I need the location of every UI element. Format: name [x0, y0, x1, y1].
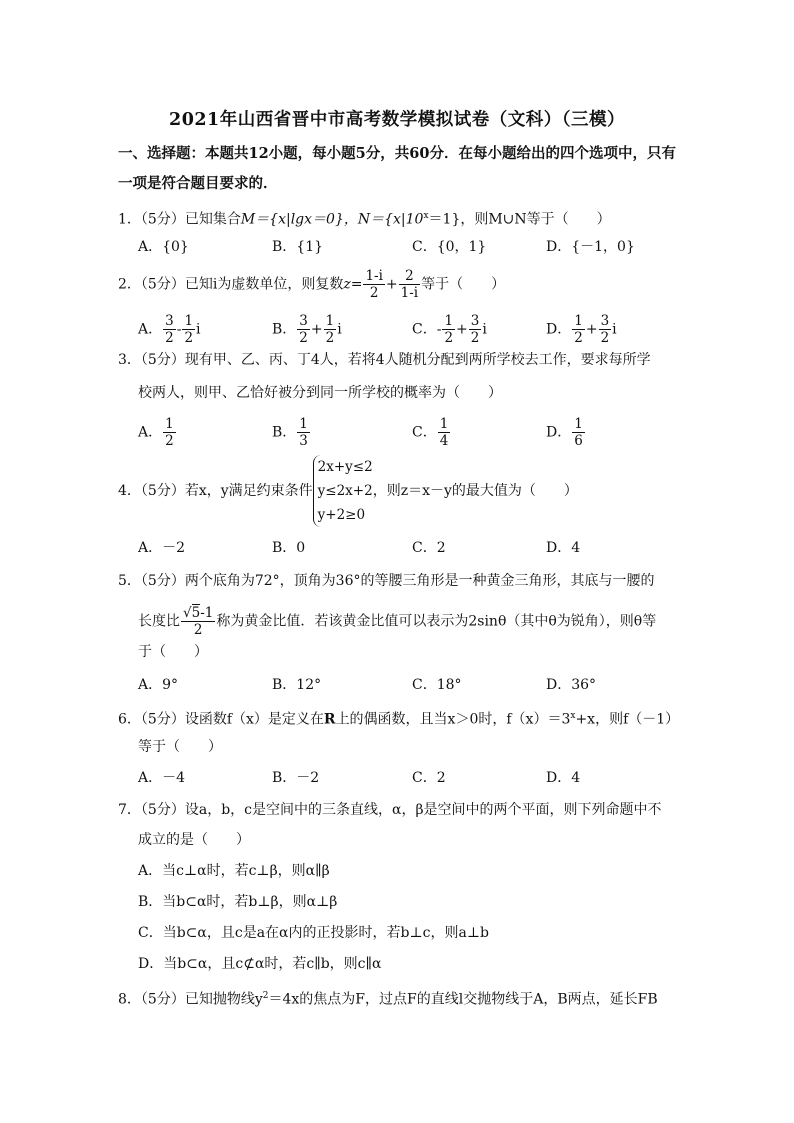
question-1-option-d: D．{－1，0}	[546, 239, 635, 255]
question-6-option-a: A．－4	[138, 770, 186, 786]
page-title: 2021年山西省晋中市高考数学模拟试卷（文科）（三模）	[169, 110, 625, 130]
question-6-exponent: x	[570, 711, 576, 721]
option-label: C．	[412, 321, 437, 338]
question-7-option-a: A．当c⊥α时，若c⊥β，则α∥β	[138, 863, 330, 879]
option-operator: +	[585, 321, 598, 338]
question-4-text-b: ，则z＝x－y的最大值为（ ）	[372, 483, 578, 499]
fraction-denominator: 2	[193, 622, 203, 638]
question-1-option-c: C．{0，1}	[412, 239, 487, 255]
option-fraction	[163, 416, 176, 449]
option-label: D．	[546, 321, 572, 338]
option-imaginary-unit: i	[337, 321, 342, 338]
option-fraction-b	[324, 313, 337, 346]
fraction-denominator: 2	[369, 285, 379, 301]
constraint-1: 2x+y≤2	[317, 459, 373, 475]
fraction-denominator: 6	[574, 433, 583, 449]
fraction-numerator: 3	[470, 313, 480, 329]
question-4-option-d: D．4	[546, 540, 581, 556]
fraction-denominator: 2	[600, 330, 610, 346]
option-label: C．	[412, 424, 437, 441]
fraction-numerator: 1	[299, 416, 308, 432]
question-5-option-d: D．36°	[546, 677, 597, 693]
option-label: D．	[546, 424, 572, 441]
question-7-stem-line-2: 成立的是（ ）	[138, 832, 250, 848]
question-2-text-a: 已知i为虚数单位，则复数	[184, 276, 344, 293]
question-7-score: （5分）	[140, 802, 185, 818]
numerator-rest: -1	[200, 605, 214, 621]
fraction-numerator: √5-1	[183, 605, 214, 621]
question-2-plus: +	[385, 276, 398, 293]
question-1-text-a: 已知集合	[184, 211, 241, 228]
question-2-z: z=	[343, 276, 363, 293]
option-label: A．	[138, 424, 163, 441]
fraction-denominator: 2	[470, 330, 480, 346]
question-2-stem	[118, 268, 505, 301]
fraction-numerator: 1	[444, 313, 454, 329]
question-1-stem	[118, 206, 611, 230]
question-6-stem-line-2: 等于（ ）	[138, 739, 222, 755]
fraction-numerator: 1	[184, 313, 194, 329]
fraction-denominator: 2	[574, 330, 583, 346]
question-5-stem-line-2	[138, 605, 656, 638]
sqrt-radicand: 5	[191, 605, 201, 621]
fraction-numerator: 3	[299, 313, 308, 329]
question-6-option-c: C．2	[412, 770, 446, 786]
question-7-option-b: B．当b⊂α时，若b⊥β，则α⊥β	[138, 894, 338, 910]
question-1-option-a: A．{0}	[138, 239, 189, 255]
question-3-number: 3．	[118, 352, 141, 368]
constraint-2: y≤2x+2	[317, 483, 373, 499]
option-fraction	[572, 416, 585, 449]
question-2-option-d	[546, 313, 617, 346]
fraction-denominator: 1-i	[400, 285, 419, 301]
question-1-text-b: ＝1}，则M∪N等于（ ）	[428, 211, 611, 228]
question-1-score: （5分）	[140, 211, 185, 228]
fraction-numerator: 3	[165, 313, 174, 329]
question-2-fraction-2	[399, 268, 420, 301]
question-4-option-b: B．0	[272, 540, 306, 556]
question-1-option-b: B．{1}	[272, 239, 324, 255]
question-6-option-b: B．－2	[272, 770, 320, 786]
question-7-number: 7．	[118, 802, 141, 818]
question-7-option-c: C．当b⊂α，且c是a在α内的正投影时，若b⊥c，则a⊥b	[138, 925, 489, 941]
option-fraction	[297, 416, 310, 449]
question-5-stem-line-3: 于（ ）	[138, 644, 208, 660]
option-fraction-b	[599, 313, 612, 346]
question-5-option-b: B．12°	[272, 677, 322, 693]
constraint-system	[313, 455, 373, 527]
fraction-denominator: 2	[184, 330, 194, 346]
question-5-number: 5．	[118, 573, 141, 589]
option-imaginary-unit: i	[612, 321, 617, 338]
question-6-score: （5分）	[140, 711, 185, 728]
option-fraction	[438, 416, 451, 449]
fraction-numerator: 1	[574, 313, 583, 329]
question-6-stem-line-1	[118, 706, 679, 730]
section-heading	[118, 139, 678, 199]
fraction-denominator: 2	[325, 330, 335, 346]
option-fraction-a	[572, 313, 585, 346]
fraction-denominator: 2	[444, 330, 454, 346]
question-6-text-b: 上的偶函数，且当x＞0时，f（x）＝3	[335, 711, 571, 728]
option-imaginary-unit: i	[482, 321, 487, 338]
question-5-line-1: 两个底角为72°，顶角为36°的等腰三角形是一种黄金三角形，其底与一腰的	[184, 573, 655, 589]
question-8-number: 8．	[118, 991, 141, 1008]
option-operator: +	[456, 321, 468, 338]
section-heading-line-2: 一项是符合题目要求的．	[118, 175, 278, 192]
question-2-number: 2．	[118, 276, 141, 293]
question-6-text-c: +x，则f（－1）	[575, 711, 680, 728]
question-1-exponent: x	[423, 211, 429, 221]
question-6-number: 6．	[118, 711, 141, 728]
question-3-option-b	[272, 416, 311, 449]
question-8-text-b: ＝4x的焦点为F，过点F的直线l交抛物线于A，B两点，延长FB	[268, 991, 658, 1008]
fraction-numerator: 1	[165, 416, 174, 432]
question-2-option-b	[272, 313, 342, 346]
question-8-text-a: 已知抛物线y	[184, 991, 263, 1008]
fraction-numerator: 1	[439, 416, 449, 432]
fraction-denominator: 2	[165, 433, 174, 449]
question-2-fraction-1	[363, 268, 384, 301]
fraction-numerator: 2	[399, 268, 420, 285]
option-operator: +	[310, 321, 323, 338]
question-7-option-d: D．当b⊂α，且c⊄α时，若c∥b，则c∥α	[138, 956, 382, 972]
question-8-score: （5分）	[140, 991, 185, 1008]
question-5-option-a: A．9°	[138, 677, 179, 693]
option-operator: -	[176, 321, 182, 338]
option-fraction-a	[297, 313, 310, 346]
question-6-text-a: 设函数f（x）是定义在	[184, 711, 324, 728]
option-fraction-b	[469, 313, 482, 346]
question-4-stem	[118, 455, 578, 527]
question-4-option-a: A．－2	[138, 540, 186, 556]
question-3-option-c	[412, 416, 451, 449]
fraction-denominator: 4	[439, 433, 449, 449]
option-sign: -	[436, 321, 442, 338]
question-7-stem-line-1	[118, 800, 662, 820]
question-4-option-c: C．2	[412, 540, 446, 556]
fraction-denominator: 2	[165, 330, 174, 346]
question-8-exponent: 2	[262, 991, 269, 1001]
section-heading-line-1: 一、选择题：本题共12小题，每小题5分，共60分．在每小题给出的四个选项中，只有	[118, 145, 676, 162]
question-8-stem	[118, 986, 658, 1010]
question-2-score: （5分）	[140, 276, 185, 293]
question-1-set-m: M＝{x|lgx＝0}，	[240, 211, 358, 228]
option-label: B．	[272, 424, 297, 441]
question-2-option-a	[138, 313, 201, 346]
question-6-option-d: D．4	[546, 770, 581, 786]
question-5-option-c: C．18°	[412, 677, 462, 693]
fraction-denominator: 2	[299, 330, 308, 346]
question-2-option-c	[412, 313, 487, 346]
question-3-line-1: 现有甲、乙、丙、丁4人，若将4人随机分配到两所学校去工作，要求每所学	[184, 352, 651, 368]
real-numbers-symbol: R	[323, 711, 336, 728]
question-7-line-1: 设a，b，c是空间中的三条直线，α，β是空间中的两个平面，则下列命题中不	[184, 802, 662, 818]
question-5-text-b: 称为黄金比值．若该黄金比值可以表示为2sinθ（其中θ为锐角），则θ等	[216, 613, 657, 630]
question-1-set-n: N＝{x|10	[357, 211, 424, 228]
question-5-stem-line-1	[118, 571, 654, 591]
fraction-numerator: 1	[325, 313, 335, 329]
question-3-stem-line-1	[118, 350, 651, 370]
fraction-denominator: 3	[299, 433, 308, 449]
option-fraction-b	[182, 313, 195, 346]
option-fraction-a	[163, 313, 176, 346]
question-5-text-a: 长度比	[138, 613, 180, 630]
constraint-3: y+2≥0	[317, 507, 366, 523]
question-5-score: （5分）	[140, 573, 185, 589]
question-3-option-d	[546, 416, 586, 449]
question-4-number: 4．	[118, 483, 141, 499]
question-2-text-b: 等于（ ）	[421, 276, 506, 293]
question-3-stem-line-2: 校两人，则甲、乙恰好被分到同一所学校的概率为（ ）	[138, 385, 502, 401]
option-imaginary-unit: i	[196, 321, 201, 338]
question-4-score: （5分）	[140, 483, 185, 499]
question-1-number: 1．	[118, 211, 141, 228]
question-4-text-a: 若x，y满足约束条件	[184, 483, 313, 499]
fraction-numerator: 1-i	[365, 268, 383, 284]
option-label: B．	[272, 321, 297, 338]
option-label: A．	[138, 321, 163, 338]
option-fraction-a	[442, 313, 455, 346]
fraction-numerator: 3	[600, 313, 610, 329]
fraction-numerator: 1	[574, 416, 583, 432]
question-3-score: （5分）	[140, 352, 185, 368]
golden-ratio-fraction	[181, 605, 215, 638]
question-3-option-a	[138, 416, 177, 449]
